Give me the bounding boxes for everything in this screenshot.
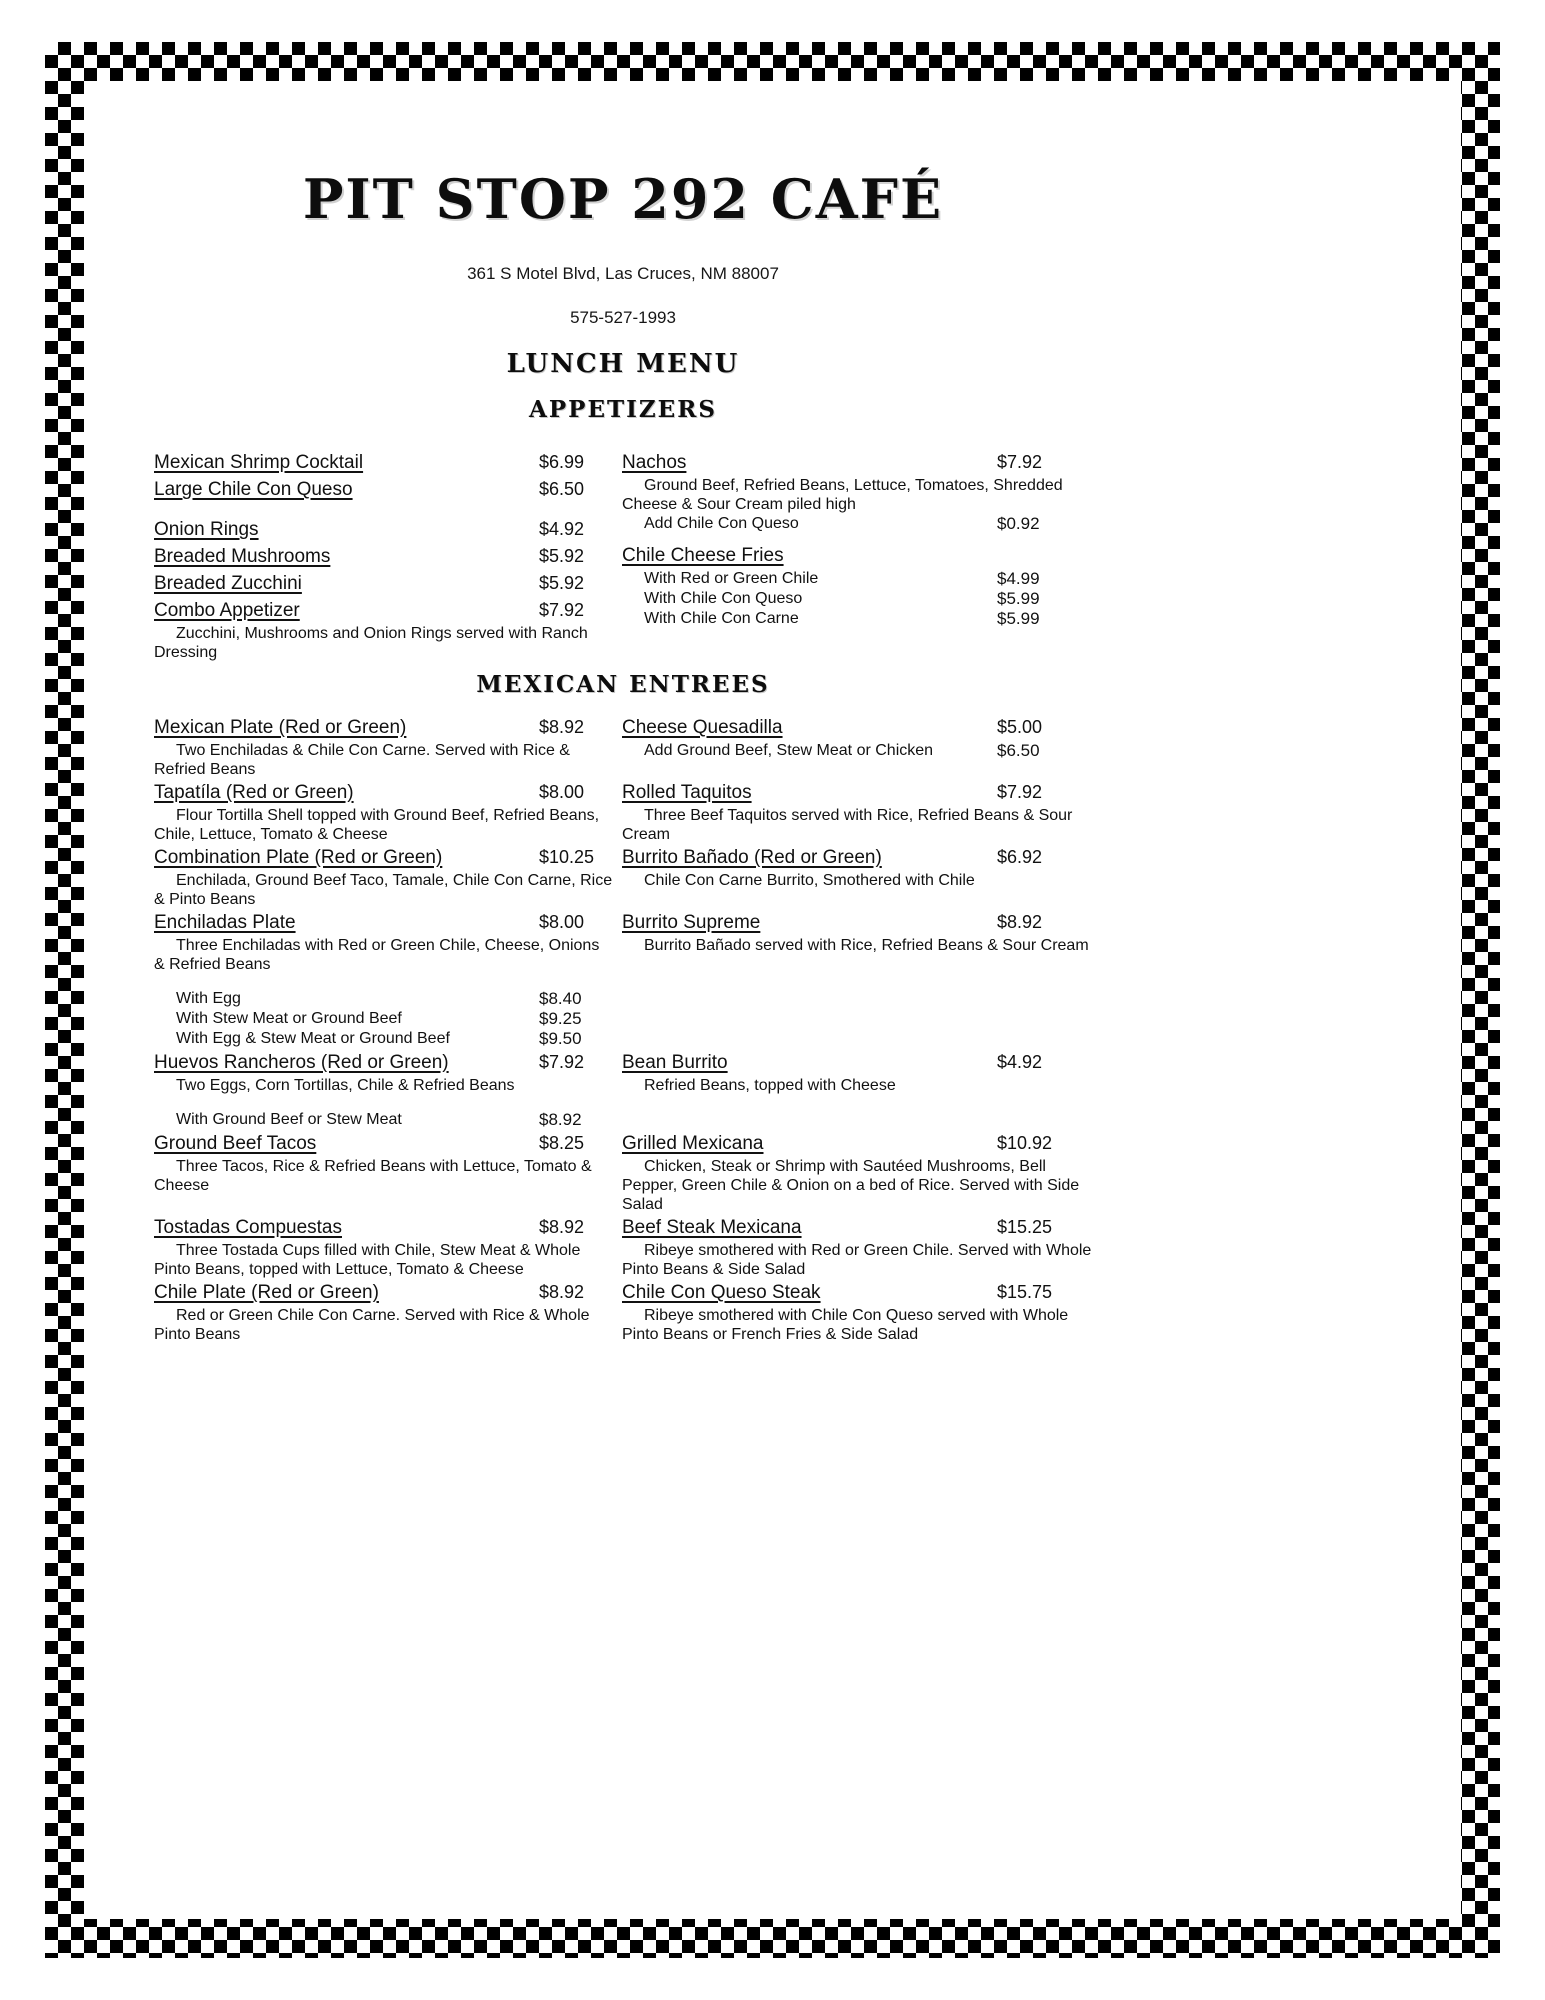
item-name: Bean Burrito: [622, 1052, 728, 1073]
entrees-right-cell-1: [622, 779, 1092, 844]
menu-item: [622, 543, 1092, 629]
item-price: $4.92: [539, 519, 585, 539]
entrees-right-cell-7: [622, 1279, 1092, 1344]
item-price: $8.92: [997, 912, 1043, 932]
variant-price: $5.99: [997, 609, 1040, 628]
menu-item: [154, 1049, 614, 1130]
item-desc: Three Enchiladas with Red or Green Chile, Cheese, Onions & Refried Beans: [154, 937, 600, 973]
variant-price: $9.50: [539, 1029, 582, 1048]
item-price: $8.25: [539, 1133, 585, 1153]
item-name: Burrito Bañado (Red or Green): [622, 847, 882, 868]
entrees-left-cell-6: [154, 1214, 614, 1279]
menu-title: LUNCH MENU: [506, 349, 740, 379]
item-name: Burrito Supreme: [622, 912, 761, 933]
item-head: [622, 844, 1092, 871]
item-head: [622, 1279, 1092, 1306]
item-desc: Three Tacos, Rice & Refried Beans with Lettuce, Tomato & Cheese: [154, 1158, 592, 1194]
menu-item: [154, 909, 614, 1049]
variant-row: [622, 514, 1092, 534]
item-desc: Two Eggs, Corn Tortillas, Chile & Refried Beans: [176, 1077, 515, 1094]
appetizers-left-cell-2: [154, 543, 614, 662]
item-desc: Flour Tortilla Shell topped with Ground Beef, Refried Beans, Chile, Lettuce, Tomato & Cheese: [154, 807, 600, 843]
item-head: [154, 1049, 614, 1076]
item-name: Enchiladas Plate: [154, 912, 296, 933]
item-head: [622, 1130, 1092, 1157]
item-desc: Two Enchiladas & Chile Con Carne. Served with Rice & Refried Beans: [154, 742, 570, 778]
item-head: [622, 909, 1092, 936]
item-name: Tostadas Compuestas: [154, 1217, 342, 1238]
menu-item: [154, 597, 614, 662]
variant-price: $6.50: [997, 741, 1040, 760]
item-head: [154, 449, 614, 476]
menu-item: [622, 1130, 1092, 1214]
menu-body: [154, 167, 1092, 1344]
variant-price: $4.99: [997, 569, 1040, 588]
variant-label: With Chile Con Queso: [644, 590, 803, 607]
section-heading-entrees: MEXICAN ENTREES: [476, 671, 770, 698]
section-heading-appetizers: APPETIZERS: [529, 396, 717, 423]
item-head: [154, 779, 614, 806]
restaurant-name: PIT STOP 292 CAFÉ: [302, 167, 944, 231]
variant-label: With Red or Green Chile: [644, 570, 819, 587]
item-head: [154, 476, 614, 503]
menu-item: [154, 476, 614, 503]
menu-item: [154, 714, 614, 779]
menu-item: [154, 1214, 614, 1279]
variant-label: With Ground Beef or Stew Meat: [176, 1111, 402, 1128]
item-name: Huevos Rancheros (Red or Green): [154, 1052, 449, 1073]
menu-item: [622, 449, 1092, 534]
variant-row: [622, 741, 1092, 761]
item-desc: Ribeye smothered with Chile Con Queso served with Whole Pinto Beans or French Fries & Side Salad: [622, 1307, 1069, 1343]
menu-item: [622, 779, 1092, 844]
appetizers-right-cell-1: [622, 449, 1092, 543]
item-name: Combo Appetizer: [154, 600, 300, 621]
item-name: Breaded Zucchini: [154, 573, 302, 594]
variant-label: Add Ground Beef, Stew Meat or Chicken: [644, 742, 934, 759]
entrees-left-cell-7: [154, 1279, 614, 1344]
item-price: $5.92: [539, 573, 585, 593]
menu-item: [622, 909, 1092, 955]
item-head: [154, 1279, 614, 1306]
entrees-left-cell-1: [154, 779, 614, 844]
item-price: $8.92: [539, 1217, 585, 1237]
item-desc: Zucchini, Mushrooms and Onion Rings served with Ranch Dressing: [154, 625, 588, 661]
item-desc: Enchilada, Ground Beef Taco, Tamale, Chile Con Carne, Rice & Pinto Beans: [154, 872, 613, 908]
item-name: Large Chile Con Queso: [154, 479, 353, 500]
checkered-border: [45, 42, 1500, 1958]
item-price: $7.92: [997, 782, 1043, 802]
item-price: $7.92: [539, 600, 585, 620]
item-head: [154, 516, 614, 543]
variant-price: $0.92: [997, 514, 1040, 533]
item-desc: Chile Con Carne Burrito, Smothered with Chile: [644, 872, 975, 889]
menu-item: [154, 1130, 614, 1195]
item-name: Nachos: [622, 452, 687, 473]
item-name: Chile Con Queso Steak: [622, 1282, 821, 1303]
variant-row: [154, 989, 614, 1009]
variant-label: With Stew Meat or Ground Beef: [176, 1010, 402, 1027]
item-desc: Ribeye smothered with Red or Green Chile. Served with Whole Pinto Beans & Side Salad: [622, 1242, 1092, 1278]
item-head: [154, 1130, 614, 1157]
item-head: [154, 570, 614, 597]
item-price: $15.75: [997, 1282, 1053, 1302]
variant-row: [622, 569, 1092, 589]
item-name: Cheese Quesadilla: [622, 717, 783, 738]
item-name: Chile Cheese Fries: [622, 545, 784, 566]
variant-label: Add Chile Con Queso: [644, 515, 799, 532]
appetizers-left-cell-1: [154, 449, 614, 543]
variant-group: [154, 989, 614, 1049]
item-price: $8.00: [539, 912, 585, 932]
entrees-right-cell-3: [622, 909, 1092, 1049]
appetizers-grid: [154, 449, 1092, 662]
variant-price: $8.92: [539, 1110, 582, 1129]
item-head: [622, 1214, 1092, 1241]
item-desc: Three Tostada Cups filled with Chile, Stew Meat & Whole Pinto Beans, topped with Lettuce, Tomato & Cheese: [154, 1242, 581, 1278]
item-price: $8.92: [539, 717, 585, 737]
menu-item: [622, 844, 1092, 890]
variant-price: $8.40: [539, 989, 582, 1008]
item-price: $15.25: [997, 1217, 1053, 1237]
item-price: $8.92: [539, 1282, 585, 1302]
variant-price: $9.25: [539, 1009, 582, 1028]
item-head: [622, 714, 1092, 741]
item-name: Beef Steak Mexicana: [622, 1217, 802, 1238]
menu-item: [622, 714, 1092, 761]
menu-item: [154, 570, 614, 597]
entrees-right-cell-5: [622, 1130, 1092, 1214]
menu-item: [622, 1279, 1092, 1344]
item-price: $6.50: [539, 479, 585, 499]
item-head: [154, 909, 614, 936]
entrees-left-cell-2: [154, 844, 614, 909]
item-desc: Ground Beef, Refried Beans, Lettuce, Tomatoes, Shredded Cheese & Sour Cream piled high: [622, 477, 1063, 513]
item-desc: Burrito Bañado served with Rice, Refried Beans & Sour Cream: [644, 937, 1089, 954]
item-head: [622, 543, 1092, 569]
item-price: $10.25: [539, 847, 595, 867]
entrees-right-cell-6: [622, 1214, 1092, 1279]
item-name: Ground Beef Tacos: [154, 1133, 317, 1154]
entrees-right-cell-0: [622, 714, 1092, 779]
menu-item: [622, 1049, 1092, 1095]
item-head: [154, 597, 614, 624]
item-head: [622, 1049, 1092, 1076]
item-price: $8.00: [539, 782, 585, 802]
menu-item: [154, 516, 614, 543]
item-name: Onion Rings: [154, 519, 259, 540]
item-name: Grilled Mexicana: [622, 1133, 764, 1154]
item-name: Chile Plate (Red or Green): [154, 1282, 379, 1303]
restaurant-address: 361 S Motel Blvd, Las Cruces, NM 88007: [467, 264, 779, 283]
item-name: Breaded Mushrooms: [154, 546, 331, 567]
variant-row: [154, 1009, 614, 1029]
menu-item: [154, 1279, 614, 1344]
menu-item: [154, 779, 614, 844]
menu-item: [154, 543, 614, 570]
item-price: $4.92: [997, 1052, 1043, 1072]
variant-row: [622, 609, 1092, 629]
item-head: [622, 779, 1092, 806]
entrees-left-cell-3: [154, 909, 614, 1049]
item-name: Mexican Shrimp Cocktail: [154, 452, 364, 473]
item-desc: Refried Beans, topped with Cheese: [644, 1077, 896, 1094]
restaurant-phone: 575-527-1993: [570, 308, 676, 327]
variant-label: With Egg & Stew Meat or Ground Beef: [176, 1030, 450, 1047]
item-price: $5.00: [997, 717, 1043, 737]
item-price: $7.92: [997, 452, 1043, 472]
item-desc: Three Beef Taquitos served with Rice, Refried Beans & Sour Cream: [622, 807, 1073, 843]
item-head: [154, 844, 614, 871]
item-head: [154, 714, 614, 741]
variant-group: [154, 1110, 614, 1130]
item-desc: Red or Green Chile Con Carne. Served with Rice & Whole Pinto Beans: [154, 1307, 590, 1343]
item-price: $7.92: [539, 1052, 585, 1072]
variant-row: [622, 589, 1092, 609]
item-head: [154, 543, 614, 570]
variant-label: With Egg: [176, 990, 241, 1007]
menu-item: [154, 449, 614, 476]
menu-content: [84, 81, 1461, 1919]
menu-item: [622, 1214, 1092, 1279]
entrees-left-cell-5: [154, 1130, 614, 1214]
entrees-right-cell-4: [622, 1049, 1092, 1130]
item-name: Rolled Taquitos: [622, 782, 752, 803]
item-name: Mexican Plate (Red or Green): [154, 717, 407, 738]
item-price: $10.92: [997, 1133, 1053, 1153]
entrees-left-cell-0: [154, 714, 614, 779]
variant-price: $5.99: [997, 589, 1040, 608]
item-head: [622, 449, 1092, 476]
item-name: Combination Plate (Red or Green): [154, 847, 443, 868]
item-price: $6.92: [997, 847, 1043, 867]
appetizers-right-cell-2: [622, 543, 1092, 662]
entrees-grid: [154, 714, 1092, 1344]
variant-label: With Chile Con Carne: [644, 610, 799, 627]
item-head: [154, 1214, 614, 1241]
entrees-left-cell-4: [154, 1049, 614, 1130]
item-price: $6.99: [539, 452, 585, 472]
item-name: Tapatíla (Red or Green): [154, 782, 354, 803]
menu-item: [154, 844, 614, 909]
variant-row: [154, 1029, 614, 1049]
entrees-right-cell-2: [622, 844, 1092, 909]
item-desc: Chicken, Steak or Shrimp with Sautéed Mushrooms, Bell Pepper, Green Chile & Onion on a bed of Rice. Served with Side Salad: [622, 1158, 1080, 1213]
item-price: $5.92: [539, 546, 585, 566]
variant-row: [154, 1110, 614, 1130]
